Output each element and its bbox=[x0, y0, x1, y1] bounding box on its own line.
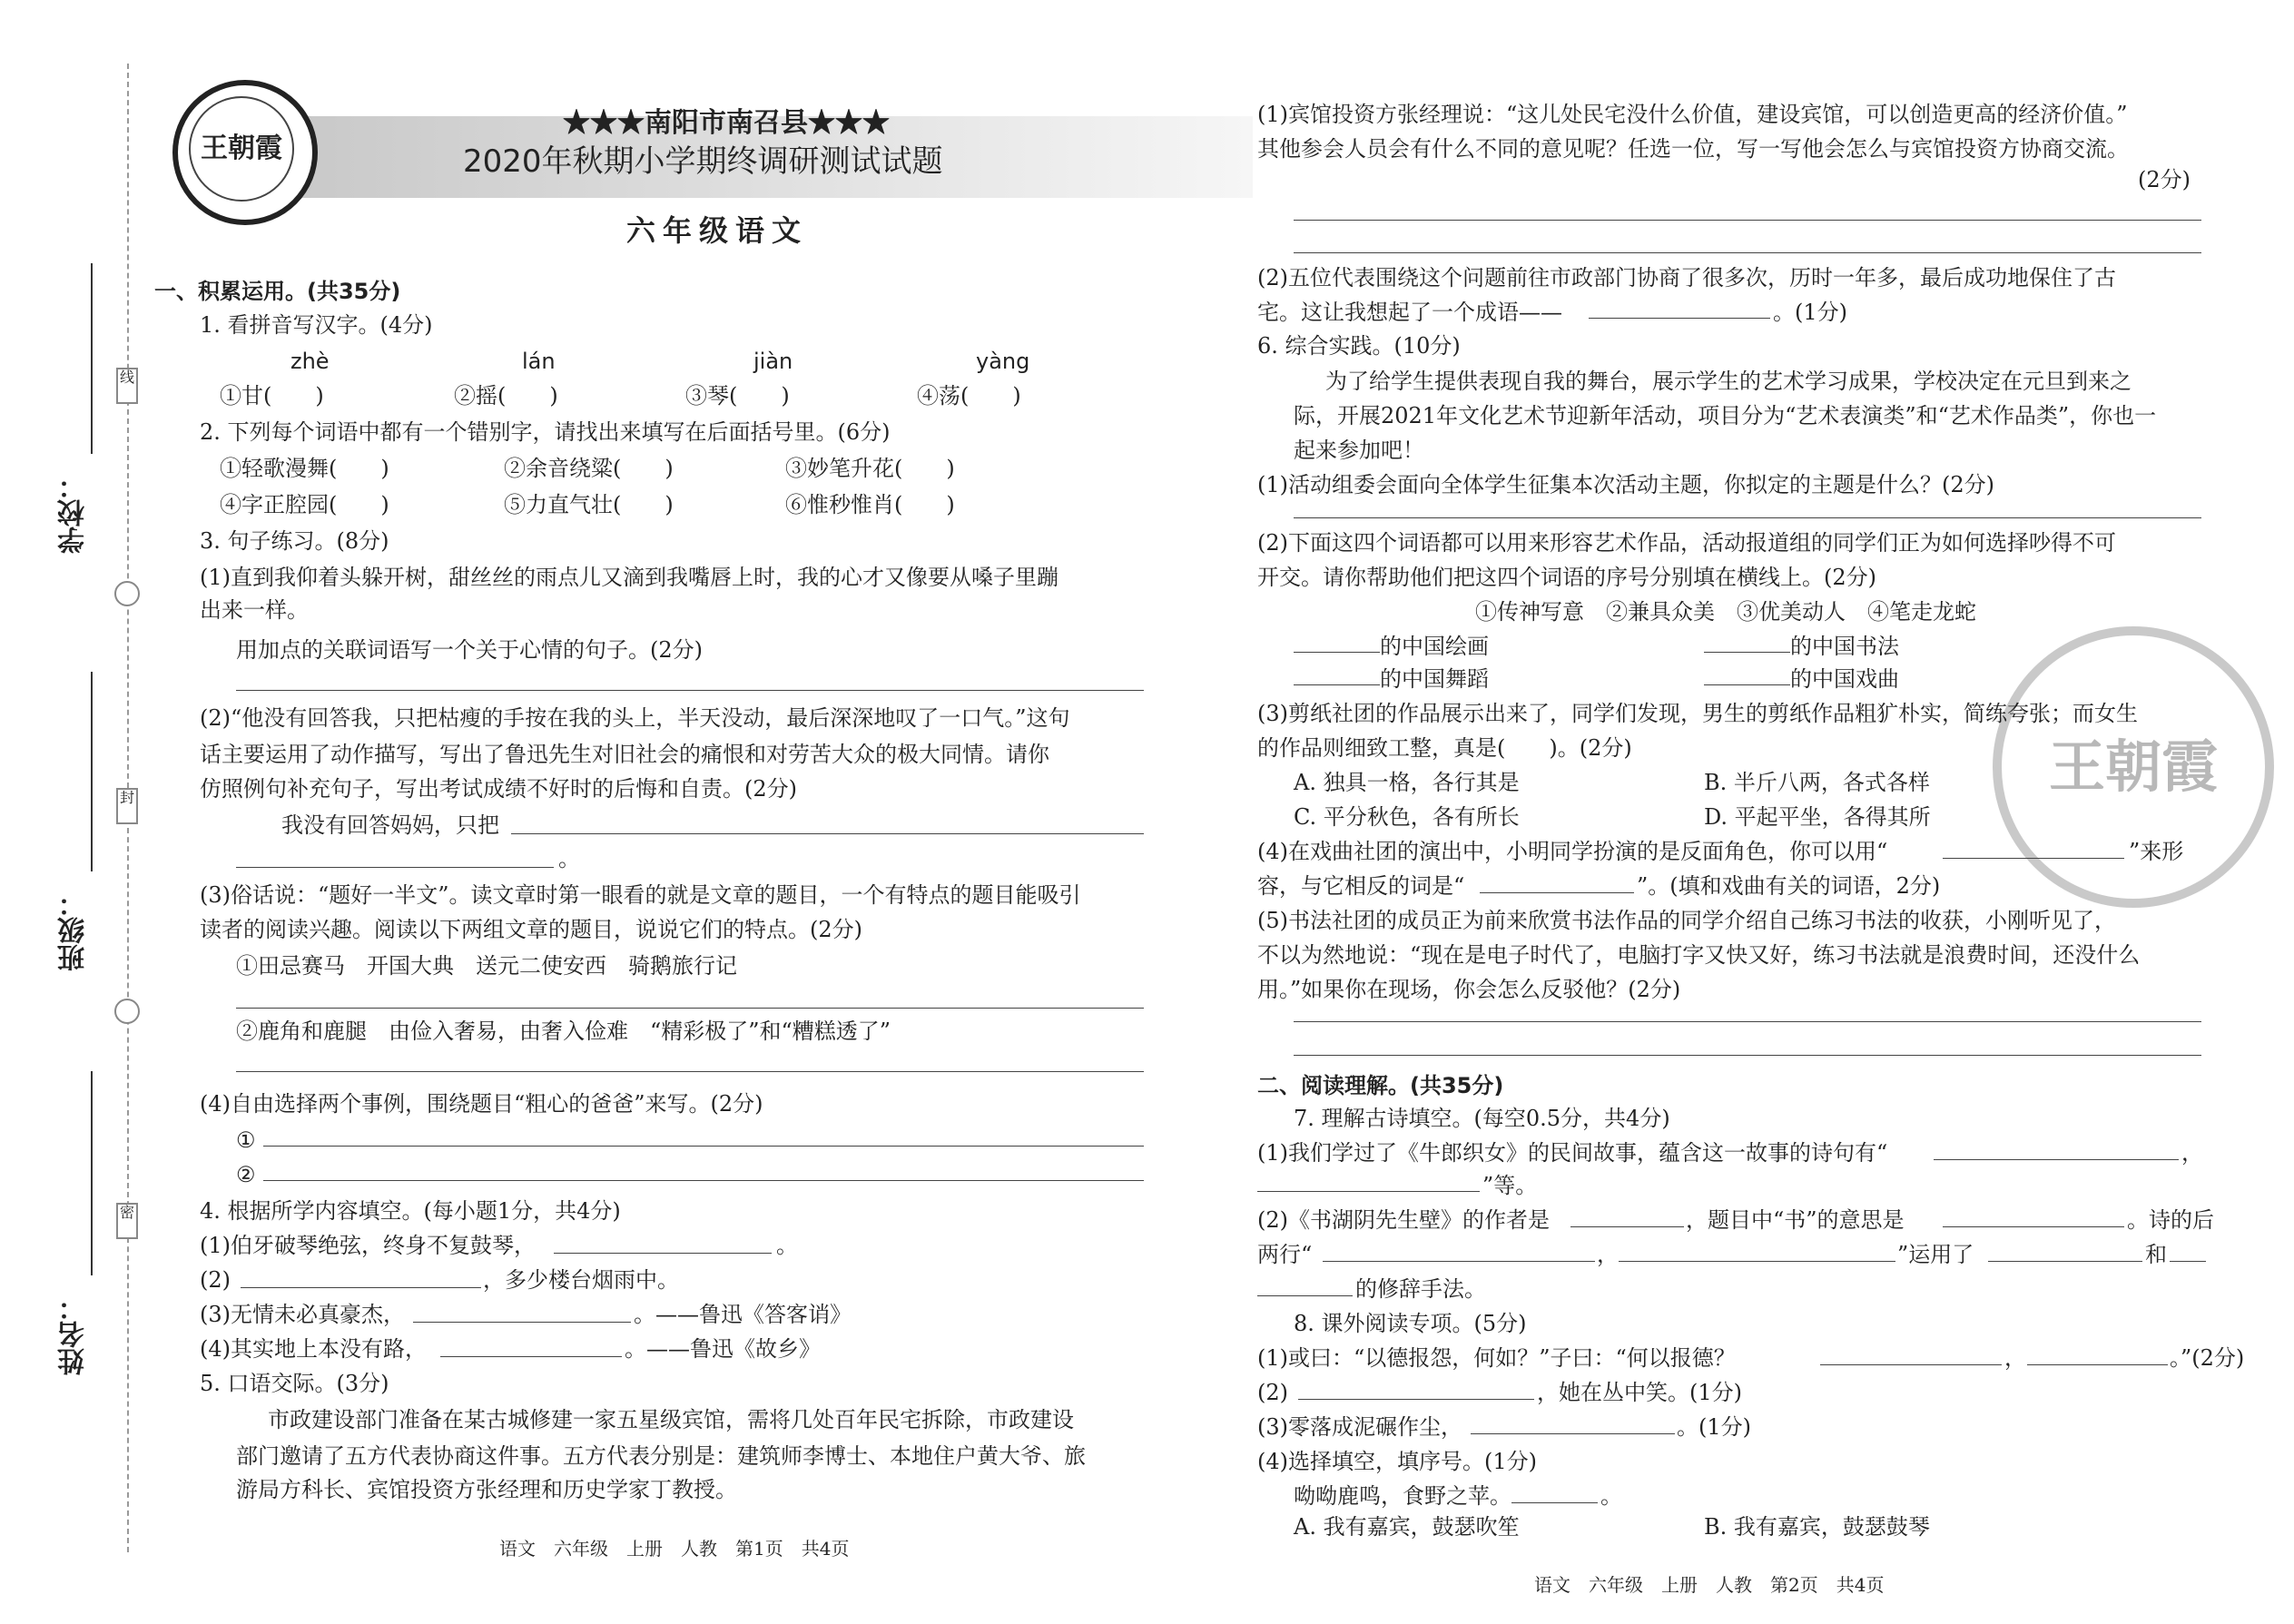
binding-hole-2 bbox=[114, 999, 140, 1024]
q7-2-blank-meaning[interactable] bbox=[1943, 1226, 2124, 1227]
q6-4-text-b: ”来形 bbox=[2129, 839, 2184, 864]
q6-text-b: 际，开展2021年文化艺术节迎新年活动，项目分为“艺术表演类”和“艺术作品类”，你也一 bbox=[1294, 403, 2157, 428]
q6-3-text-b: 的作品则细致工整，真是( )。(2分) bbox=[1257, 735, 1632, 761]
right-page bbox=[1257, 0, 2245, 1624]
q6-2-text-a: (2)下面这四个词语都可以用来形容艺术作品，活动报道组的同学们正为如何选择吵得不可 bbox=[1257, 530, 2116, 556]
q3-3-text-b: 读者的阅读兴趣。阅读以下两组文章的题目，说说它们的特点。(2分) bbox=[200, 917, 862, 942]
q3-2-text-a: (2)“他没有回答我，只把枯瘦的手按在我的头上，半天没动，最后深深地叹了一口气。”这句 bbox=[200, 705, 1070, 731]
left-footer: 语文 六年级 上册 人教 第1页 共4页 bbox=[499, 1538, 850, 1560]
q8-4-end: 。 bbox=[1600, 1483, 1622, 1509]
q4-2-text: (2) bbox=[200, 1267, 231, 1293]
q6-4-text-d: ”。(填和戏曲有关的词语，2分) bbox=[1637, 873, 1941, 899]
class-field[interactable] bbox=[91, 672, 93, 871]
q8-2-text-a: (2) bbox=[1257, 1380, 1288, 1405]
q8-3-blank[interactable] bbox=[1471, 1433, 1675, 1434]
school-label: 学校： bbox=[58, 472, 90, 554]
class-label: 班级： bbox=[58, 890, 90, 971]
q3-2-answer-line-1[interactable] bbox=[511, 833, 1144, 834]
binding-mark-seal: 封 bbox=[116, 788, 138, 824]
q2-item-1[interactable]: ①轻歌漫舞( ) bbox=[220, 456, 389, 481]
q6-1-answer-line[interactable] bbox=[1294, 517, 2201, 518]
q3-3-answer-line-2[interactable] bbox=[236, 1071, 1144, 1072]
q7-2-text-d: 两行“ bbox=[1257, 1242, 1313, 1267]
q3-3-group-2: ②鹿角和鹿腿 由俭入奢易，由奢入俭难 “精彩极了”和“糟糕透了” bbox=[236, 1019, 891, 1044]
q7-2-blank-device-2b[interactable] bbox=[1257, 1295, 1353, 1296]
binding-hole-1 bbox=[114, 581, 140, 606]
q2-item-6[interactable]: ⑥惟秒惟肖( ) bbox=[785, 492, 955, 517]
q6-5-text-b: 不以为然地说：“现在是电子时代了，电脑打字又快又好，练习书法就是浪费时间，还没什么 bbox=[1257, 942, 2141, 968]
binding-mark-line: 线 bbox=[116, 368, 138, 404]
region-title: ★★★南阳市南召县★★★ bbox=[563, 107, 890, 139]
name-field[interactable] bbox=[91, 1071, 93, 1275]
q8-4-stem: 呦呦鹿鸣，食野之苹。 bbox=[1294, 1483, 1511, 1509]
school-field[interactable] bbox=[91, 263, 93, 454]
q8-1-blank-1[interactable] bbox=[1820, 1364, 2002, 1365]
q1-pinyin-2: lán bbox=[522, 349, 556, 374]
q5-2-blank[interactable] bbox=[1589, 318, 1770, 319]
q2-item-2[interactable]: ②余音绕粱( ) bbox=[504, 456, 674, 481]
q7-2-blank-device-1[interactable] bbox=[1988, 1261, 2142, 1262]
q6-3-text-a: (3)剪纸社团的作品展示出来了，同学们发现，男生的剪纸作品粗犷朴实，简练夸张；而女生 bbox=[1257, 701, 2138, 726]
q8-1-comma: ， bbox=[2004, 1345, 2026, 1371]
q5-1-answer-line-1[interactable] bbox=[1294, 220, 2201, 221]
q5-1-score: (2分) bbox=[2138, 167, 2191, 192]
q4-1-text: (1)伯牙破琴绝弦，终身不复鼓琴， bbox=[200, 1233, 536, 1258]
q6-2-blank-2[interactable] bbox=[1704, 652, 1790, 653]
name-label: 姓名： bbox=[58, 1294, 90, 1375]
q8-1-end: 。”(2分) bbox=[2170, 1345, 2245, 1371]
q6-5-answer-line-2[interactable] bbox=[1294, 1055, 2201, 1056]
q5-2-text-a: (2)五位代表围绕这个问题前往市政部门协商了很多次，历时一年多，最后成功地保住了古 bbox=[1257, 265, 2116, 290]
q7-2-blank-line-1[interactable] bbox=[1323, 1261, 1595, 1262]
q3-2-answer-line-2[interactable] bbox=[236, 867, 554, 868]
q6-2-item-2: 的中国书法 bbox=[1790, 634, 1899, 659]
q5-text-b: 部门邀请了五方代表协商这件事。五方代表分别是：建筑师李博士、本地住户黄大爷、旅 bbox=[236, 1443, 1086, 1469]
q8-4-prompt: (4)选择填空，填序号。(1分) bbox=[1257, 1449, 1537, 1474]
q7-1-text-a: (1)我们学过了《牛郎织女》的民间故事，蕴含这一故事的诗句有“ bbox=[1257, 1140, 1888, 1166]
q7-1-comma: ， bbox=[2181, 1140, 2203, 1166]
q6-3-option-d[interactable]: D. 平起平坐，各得其所 bbox=[1704, 804, 1931, 830]
q1-item-3[interactable]: ③琴( ) bbox=[685, 383, 790, 408]
q6-4-blank-1[interactable] bbox=[1943, 858, 2124, 859]
q8-1-text-a: (1)或曰：“以德报怨，何如？”子曰：“何以报德？ bbox=[1257, 1345, 1736, 1371]
q5-2-text-b: 宅。这让我想起了一个成语—— bbox=[1257, 300, 1562, 325]
q3-1-task: 用加点的关联词语写一个关于心情的句子。(2分) bbox=[236, 637, 703, 663]
q6-3-option-c[interactable]: C. 平分秋色，各有所长 bbox=[1294, 804, 1520, 830]
q1-pinyin-4: yàng bbox=[976, 349, 1030, 374]
q5-text-c: 游局方科长、宾馆投资方张经理和历史学家丁教授。 bbox=[236, 1477, 737, 1502]
q1-item-2[interactable]: ②摇( ) bbox=[454, 383, 558, 408]
q6-5-text-a: (5)书法社团的成员正为前来欣赏书法作品的同学介绍自己练习书法的收获，小刚听见了， bbox=[1257, 908, 2116, 933]
q4-1-blank[interactable] bbox=[554, 1253, 772, 1254]
q8-2-blank[interactable] bbox=[1298, 1399, 1534, 1400]
q5-2-end: 。(1分) bbox=[1773, 300, 1847, 325]
q4-2-end: ，多少楼台烟雨中。 bbox=[483, 1267, 679, 1293]
left-page bbox=[154, 0, 1153, 1624]
q6-2-item-1: 的中国绘画 bbox=[1380, 634, 1489, 659]
q7-2-text-g: 和 bbox=[2145, 1242, 2167, 1267]
q3-2-text-b: 话主要运用了动作描写，写出了鲁迅先生对旧社会的痛恨和对劳苦大众的极大同情。请你 bbox=[200, 742, 1049, 767]
q8-prompt: 8. 课外阅读专项。(5分) bbox=[1294, 1311, 1527, 1336]
q5-1-text-b: 其他参会人员会有什么不同的意见呢？任选一位，写一写他会怎么与宾馆投资方协商交流。 bbox=[1257, 136, 2129, 162]
q1-prompt: 1. 看拼音写汉字。(4分) bbox=[200, 312, 433, 338]
q5-1-text-a: (1)宾馆投资方张经理说：“这儿处民宅没什么价值，建设宾馆，可以创造更高的经济价值。” bbox=[1257, 102, 2128, 127]
q8-4-option-a[interactable]: A. 我有嘉宾，鼓瑟吹笙 bbox=[1294, 1514, 1520, 1540]
q4-1-end: 。 bbox=[776, 1233, 798, 1258]
q6-2-item-3: 的中国舞蹈 bbox=[1380, 666, 1489, 692]
q2-item-4[interactable]: ④字正腔园( ) bbox=[220, 492, 389, 517]
q8-1-blank-2[interactable] bbox=[2027, 1364, 2168, 1365]
q4-3-end: 。——鲁迅《答客诮》 bbox=[634, 1302, 852, 1327]
q7-2-text-a: (2)《书湖阴先生壁》的作者是 bbox=[1257, 1207, 1550, 1233]
q6-2-item-4: 的中国戏曲 bbox=[1790, 666, 1899, 692]
q6-2-blank-4[interactable] bbox=[1704, 684, 1790, 685]
q6-3-option-a[interactable]: A. 独具一格，各行其是 bbox=[1294, 770, 1520, 795]
q3-3-group-1: ①田忌赛马 开国大典 送元二使安西 骑鹅旅行记 bbox=[236, 953, 737, 979]
q4-prompt: 4. 根据所学内容填空。(每小题1分，共4分) bbox=[200, 1198, 621, 1224]
q4-2-blank[interactable] bbox=[241, 1287, 481, 1288]
q8-4-blank[interactable] bbox=[1511, 1502, 1598, 1503]
q1-pinyin-3: jiàn bbox=[753, 349, 793, 374]
logo-text: 王朝霞 bbox=[189, 96, 294, 202]
section-1-heading: 一、积累运用。(共35分) bbox=[154, 279, 401, 304]
q6-4-text-a: (4)在戏曲社团的演出中，小明同学扮演的是反面角色，你可以用“ bbox=[1257, 839, 1888, 864]
q8-4-option-b[interactable]: B. 我有嘉宾，鼓瑟鼓琴 bbox=[1704, 1514, 1930, 1540]
binding-mark-secret: 密 bbox=[116, 1203, 138, 1239]
q3-prompt: 3. 句子练习。(8分) bbox=[200, 528, 389, 554]
q6-2-blank-1[interactable] bbox=[1294, 652, 1380, 653]
q7-2-text-c: 。诗的后 bbox=[2127, 1207, 2214, 1233]
q6-3-option-b[interactable]: B. 半斤八两，各式各样 bbox=[1704, 770, 1930, 795]
q7-2-text-f: ”运用了 bbox=[1897, 1242, 1974, 1267]
q5-text-a: 市政建设部门准备在某古城修建一家五星级宾馆，需将几处百年民宅拆除，市政建设 bbox=[268, 1407, 1074, 1432]
q7-2-blank-line-2[interactable] bbox=[1619, 1261, 1895, 1262]
q7-2-blank-device-2a[interactable] bbox=[2170, 1261, 2206, 1262]
q3-4-prompt: (4)自由选择两个事例，围绕题目“粗心的爸爸”来写。(2分) bbox=[200, 1091, 763, 1117]
q3-2-stem: 我没有回答妈妈，只把 bbox=[281, 812, 499, 838]
q3-1-answer-line[interactable] bbox=[236, 690, 1144, 691]
q7-1-blank-1[interactable] bbox=[1934, 1159, 2179, 1160]
q6-2-text-b: 开交。请你帮助他们把这四个词语的序号分别填在横线上。(2分) bbox=[1257, 565, 1876, 590]
q6-5-text-c: 用。”如果你在现场，你会怎么反驳他？(2分) bbox=[1257, 977, 1681, 1002]
q3-4-answer-line-1[interactable] bbox=[263, 1146, 1144, 1147]
q5-prompt: 5. 口语交际。(3分) bbox=[200, 1371, 389, 1396]
q3-4-item-1: ① bbox=[236, 1127, 256, 1153]
watermark-text: 王朝霞 bbox=[2048, 733, 2218, 800]
q3-4-answer-line-2[interactable] bbox=[263, 1180, 1144, 1181]
q7-2-blank-author[interactable] bbox=[1570, 1226, 1684, 1227]
q7-prompt: 7. 理解古诗填空。(每空0.5分，共4分) bbox=[1294, 1106, 1670, 1131]
q6-prompt: 6. 综合实践。(10分) bbox=[1257, 333, 1461, 359]
q6-text-c: 起来参加吧！ bbox=[1294, 438, 1424, 463]
binding-strip bbox=[0, 0, 145, 1624]
q6-4-text-c: 容，与它相反的词是“ bbox=[1257, 873, 1465, 899]
q1-pinyin-1: zhè bbox=[290, 349, 330, 374]
q6-4-blank-2[interactable] bbox=[1480, 892, 1634, 893]
q7-2-comma: ， bbox=[1597, 1242, 1619, 1267]
q8-3-end: 。(1分) bbox=[1677, 1414, 1751, 1440]
q8-3-text-a: (3)零落成泥碾作尘， bbox=[1257, 1414, 1462, 1440]
q4-4-blank[interactable] bbox=[440, 1356, 622, 1357]
q4-3-blank[interactable] bbox=[413, 1322, 631, 1323]
q5-1-answer-line-2[interactable] bbox=[1294, 252, 2201, 253]
q7-2-text-h: 的修辞手法。 bbox=[1355, 1276, 1486, 1302]
q6-text-a: 为了给学生提供表现自我的舞台，展示学生的艺术学习成果，学校决定在元旦到来之 bbox=[1325, 369, 2132, 394]
q6-2-blank-3[interactable] bbox=[1294, 684, 1380, 685]
right-footer: 语文 六年级 上册 人教 第2页 共4页 bbox=[1534, 1574, 1885, 1596]
q3-1-text-a: (1)直到我仰着头躲开树，甜丝丝的雨点儿又滴到我嘴唇上时，我的心才又像要从嗓子里蹦 bbox=[200, 565, 1058, 590]
q1-item-4[interactable]: ④荡( ) bbox=[917, 383, 1021, 408]
q4-3-text: (3)无情未必真豪杰， bbox=[200, 1302, 405, 1327]
q7-1-end: ”等。 bbox=[1482, 1173, 1538, 1198]
subject-title: 六年级语文 bbox=[626, 213, 809, 248]
q8-2-end: ，她在丛中笑。(1分) bbox=[1537, 1380, 1742, 1405]
q7-1-blank-2[interactable] bbox=[1257, 1191, 1480, 1192]
q3-3-text-a: (3)俗话说：“题好一半文”。读文章时第一眼看的就是文章的题目，一个有特点的题目能吸引 bbox=[200, 882, 1081, 908]
section-2-heading: 二、阅读理解。(共35分) bbox=[1257, 1073, 1504, 1098]
q3-2-end: 。 bbox=[558, 846, 580, 871]
q1-item-1[interactable]: ①甘( ) bbox=[220, 383, 324, 408]
brand-logo bbox=[172, 80, 318, 225]
q6-1-text: (1)活动组委会面向全体学生征集本次活动主题，你拟定的主题是什么？(2分) bbox=[1257, 472, 1994, 497]
q2-prompt: 2. 下列每个词语中都有一个错别字，请找出来填写在后面括号里。(6分) bbox=[200, 419, 891, 445]
exam-title: 2020年秋期小学期终调研测试试题 bbox=[463, 143, 943, 180]
q6-2-options: ①传神写意 ②兼具众美 ③优美动人 ④笔走龙蛇 bbox=[1475, 599, 1976, 625]
q2-item-5[interactable]: ⑤力直气壮( ) bbox=[504, 492, 674, 517]
q3-4-item-2: ② bbox=[236, 1162, 256, 1187]
q2-item-3[interactable]: ③妙笔升花( ) bbox=[785, 456, 955, 481]
q3-3-answer-line-1[interactable] bbox=[236, 1008, 1144, 1009]
q3-1-text-b: 出来一样。 bbox=[200, 597, 309, 623]
q6-5-answer-line-1[interactable] bbox=[1294, 1021, 2201, 1022]
q4-4-text: (4)其实地上本没有路， bbox=[200, 1336, 427, 1362]
q4-4-end: 。——鲁迅《故乡》 bbox=[625, 1336, 821, 1362]
q3-2-text-c: 仿照例句补充句子，写出考试成绩不好时的后悔和自责。(2分) bbox=[200, 776, 797, 802]
q7-2-text-b: ，题目中“书”的意思是 bbox=[1686, 1207, 1905, 1233]
